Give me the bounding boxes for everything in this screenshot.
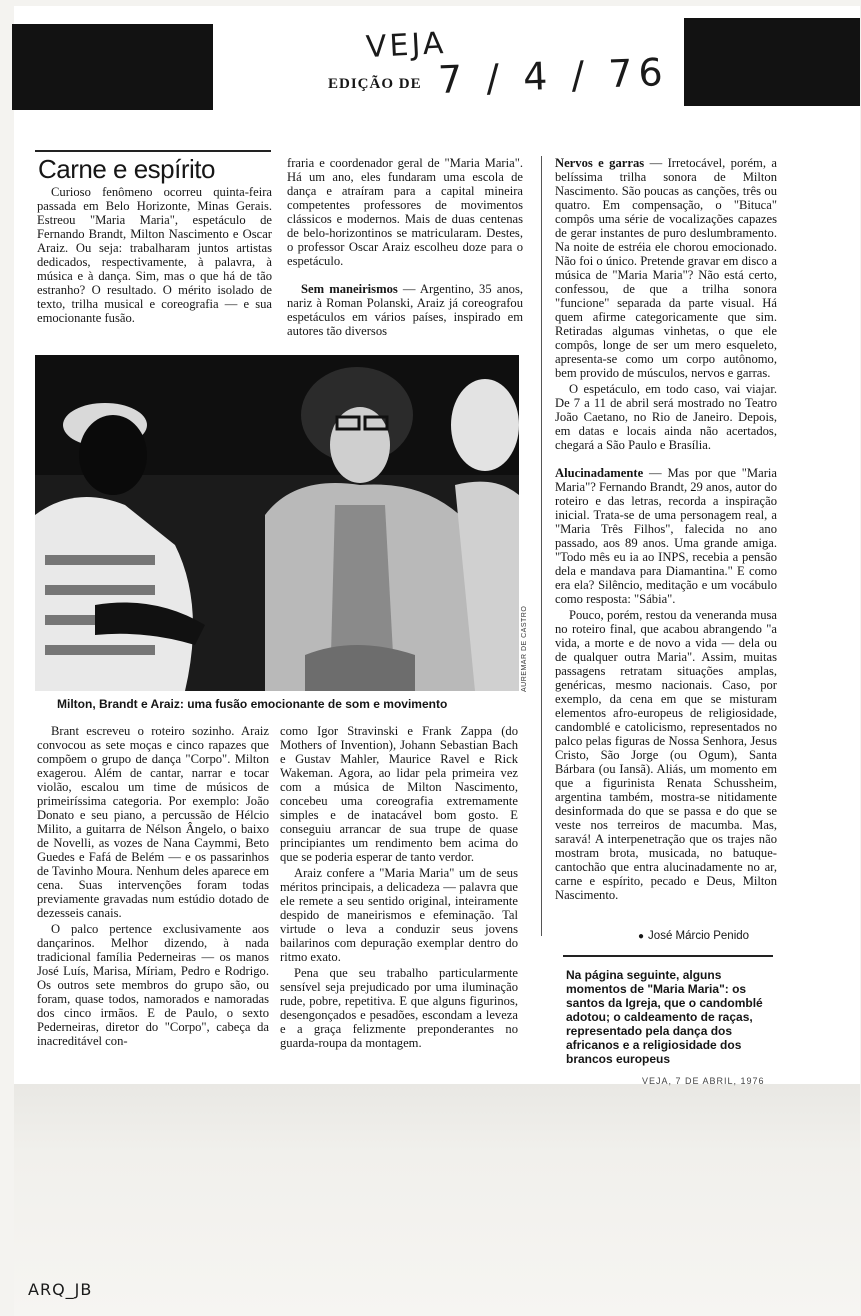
alucinadamente-text: — Mas por que "Maria Maria"? Fernando Brandt, 29 anos, autor do roteiro e das letras, recorda a inspiração inicial. Trata-se de uma personagem real, a "Maria Três Filhos", falecida no ano passado, aos 89 anos. Uma grande amiga. "Todo mês eu ia ao INPS, recebia a pensão dela e mandava para Diamantina." E como era ela? Silêncio, meditação e um vocábulo como resposta: "Sábia". bbox=[555, 466, 777, 606]
photo-caption: Milton, Brandt e Araiz: uma fusão emocionante de som e movimento bbox=[57, 697, 448, 711]
byline bbox=[638, 930, 749, 942]
sem-maneirismos-text: — Argentino, 35 anos, nariz à Roman Polanski, Araiz já coreografou espetáculos em vários países, inspirado em autores tão diversos bbox=[287, 282, 523, 338]
sem-maneirismos-paragraph bbox=[287, 282, 523, 338]
handwritten-publication: VEJA bbox=[365, 25, 448, 66]
edition-label: EDIÇÃO DE bbox=[328, 76, 422, 92]
column-2-top bbox=[287, 156, 523, 338]
viajar-paragraph: O espetáculo, em todo caso, vai viajar. De 7 a 11 de abril será mostrado no Teatro João Caetano, no Rio de Janeiro. Depois, em datas e locais ainda não acertados, chegará a São Paulo e Brasília. bbox=[555, 382, 777, 452]
bullet-icon: ● bbox=[638, 931, 645, 942]
column-1-intro bbox=[37, 185, 272, 325]
handwritten-date: 7 / 4 / 76 bbox=[437, 49, 670, 103]
column-divider bbox=[541, 156, 542, 936]
pouco-paragraph: Pouco, porém, restou da veneranda musa no roteiro final, que acabou abrangendo "a vida, a morte e de novo a vida — dela ou de qualquer outra Maria". Assim, muitas passagens retratam situações amplas, genéricas, mesmo nacionais. Caso, por exemplo, da cena em que se misturam elementos afro-europeus de religiosidade, candomblé e catolicismo, representados no palco pelas figuras de Nossa Senhora, Jesus Cristo, São Jorge (ou Ogum), Santa Bárbara (ou Iansã). Aliás, um momento em que a figurinista Renata Schussheim, argentina também, mostra-se nitidamente desinformada do que se passa e do que se veste nos terreiros de macumba. Mas, saravá! A interpenetração que os trajes não mostram brota, musicada, no batuque-cantochão que entra alucinadamente no ar, carne e espírito, pecado e Deus, Milton Nascimento. bbox=[555, 608, 777, 902]
alucinadamente-lead: Alucinadamente bbox=[555, 466, 644, 480]
intro-paragraph: Curioso fenômeno ocorreu quinta-feira passada em Belo Horizonte, Minas Gerais. Estreou "Maria Maria", espetáculo de Fernando Brandt, Milton Nascimento e Oscar Araiz. Ou seja: trabalharam juntos artistas dedicados, respectivamente, à palavra, à música e à dança. Sim, mas o que há de tão estranho? O resultado. O mérito isolado de texto, trilha musical e coreografia — e sua emocionante fusão. bbox=[37, 185, 272, 325]
redaction-block-left bbox=[12, 24, 213, 110]
next-page-rule bbox=[563, 955, 773, 957]
col2-bottom-paragraph-3: Pena que seu trabalho particularmente sensível seja prejudicado por uma iluminação rude, pobre, repetitiva. E que alguns figurinos, desengonçados e pesadões, escondam a leveza e a graça felizmente preponderantes no guarda-roupa da montagem. bbox=[280, 966, 518, 1050]
scan-background bbox=[14, 1084, 860, 1316]
headline-rule bbox=[35, 150, 271, 152]
nervos-text: — Irretocável, porém, a belíssima trilha sonora de Milton Nascimento. São poucas as canções, três ou quatro. Em compensação, o "Bituca" compôs uma série de vocalizações capazes de gerar instantes de puro deslumbramento. Na noite de estréia ele chorou emocionado. Não foi o único. Pretende gravar em disco a música de "Maria Maria"? Não está certo, confessou, de que a trilha sonora "funcione" separada da parte visual. Há quem afirme categoricamente que sim. Retiradas algumas vinhetas, o que ele compôs, longe de ser um mero esqueleto, apresenta-se como um corpo autônomo, bem provido de músculos, nervos e garras. bbox=[555, 156, 777, 380]
col2-bottom-paragraph-2: Araiz confere a "Maria Maria" um de seus méritos principais, a delicadeza — palavra que ele remete a seu sentido original, inteiramente despido de maneirismos e efeminação. Tal virtude o leva a conduzir seus jovens bailarinos com depuração exemplar dentro do ritmo exato. bbox=[280, 866, 518, 964]
col2-bottom-paragraph-1: como Igor Stravinski e Frank Zappa (do Mothers of Invention), Johann Sebastian Bach e Gustav Mahler, Maurice Ravel e Rick Wakeman. Agora, ao lidar pela primeira vez com a música de Milton Nascimento, concebeu uma coreografia extremamente simples e de inatacável bom gosto. E conseguiu arrancar de sua trupe de quase principiantes um rendimento bem acima do que se poderia esperar de tanto verdor. bbox=[280, 724, 518, 864]
photo-illustration bbox=[35, 355, 519, 691]
column-1-bottom bbox=[37, 724, 269, 1048]
alucinadamente-paragraph bbox=[555, 466, 777, 606]
col1-bottom-paragraph-2: O palco pertence exclusivamente aos dançarinos. Melhor dizendo, à nada tradicional família Pederneiras — os manos José Luís, Marisa, Míriam, Pedro e Rodrigo. Os outros sete membros do grupo são, ou foram, quase todos, namorados e namoradas dos cinco irmãos. E de Paulo, o sexto Pederneiras, diretor do "Corpo", cabeça da inacreditável con- bbox=[37, 922, 269, 1048]
article-photo bbox=[35, 355, 519, 691]
sem-maneirismos-lead: Sem maneirismos bbox=[301, 282, 398, 296]
photo-credit: AUREMAR DE CASTRO bbox=[521, 605, 528, 692]
byline-author: José Márcio Penido bbox=[648, 930, 750, 942]
column-3 bbox=[555, 156, 777, 902]
next-page-teaser: Na página seguinte, alguns momentos de "Maria Maria": os santos da Igreja, que o candomblé adotou; o caldeamento de raças, representado pela dança dos africanos e a religiosidade dos brancos europeus bbox=[566, 968, 763, 1066]
col2-top-paragraph: fraria e coordenador geral de "Maria Maria". Há um ano, eles fundaram uma escola de dança e atraíram para a capital mineira competentes professores de movimentos clássicos e modernos. Mais de duas centenas de belo-horizontinos se matricularam. Destes, o professor Oscar Araiz escolheu doze para o espetáculo. bbox=[287, 156, 523, 268]
nervos-paragraph bbox=[555, 156, 777, 380]
column-2-bottom bbox=[280, 724, 518, 1050]
nervos-lead: Nervos e garras bbox=[555, 156, 645, 170]
article-title: Carne e espírito bbox=[38, 154, 215, 184]
footer-fragment: VEJA, 7 DE ABRIL, 1976 bbox=[642, 1076, 765, 1086]
col1-bottom-paragraph-1: Brant escreveu o roteiro sozinho. Araiz convocou as sete moças e cinco rapazes que compõem o grupo de dança "Corpo". Milton exagerou. Além de cantar, narrar e tocar violão, escalou um time de músicos de primeiríssima categoria. Por exemplo: João Donato e seu piano, a percussão de Hélcio Milito, a guitarra de Nélson Ângelo, o baixo de Novelli, as vozes de Nana Caymmi, Beto Guedes e Fafá de Belém — e os passarinhos de Tavinho Moura. Nenhum deles aparece em cena. Suas intervenções foram todas previamente gravadas num estúdio dotado de dezesseis canais. bbox=[37, 724, 269, 920]
archive-note: ARQ_JB bbox=[28, 1280, 93, 1299]
redaction-block-right bbox=[684, 18, 860, 106]
